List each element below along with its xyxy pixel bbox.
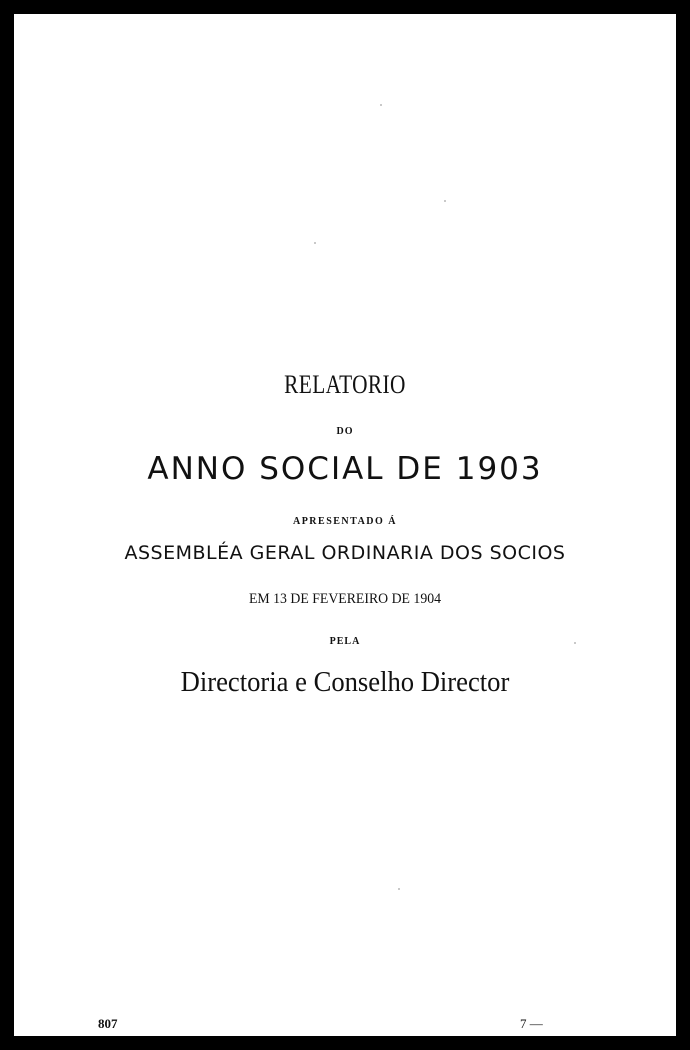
footer-page-number: 7 — xyxy=(520,1016,543,1031)
paper-speck xyxy=(314,242,316,244)
paper-speck xyxy=(380,104,382,106)
apresentado-line: APRESENTADO Á xyxy=(292,516,398,527)
document-page xyxy=(14,14,676,1036)
anno-social-heading: ANNO SOCIAL DE 1903 xyxy=(147,451,543,487)
date-line: EM 13 DE FEVEREIRO DE 1904 xyxy=(248,591,442,607)
directoria-heading: Directoria e Conselho Director xyxy=(180,667,510,698)
paper-speck xyxy=(444,200,446,202)
document-title: RELATORIO xyxy=(284,370,406,399)
assemblea-heading: ASSEMBLÉA GERAL ORDINARIA DOS SOCIOS xyxy=(124,542,566,564)
connector-do: DO xyxy=(336,426,354,437)
paper-speck xyxy=(398,888,400,890)
footer-signature-number: 807 xyxy=(98,1016,118,1031)
connector-pela: PELA xyxy=(329,636,361,647)
